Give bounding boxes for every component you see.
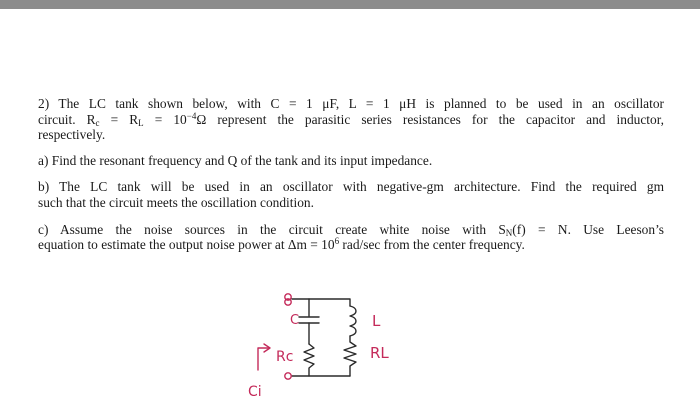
top-bar [0,0,700,9]
label-l: L [372,312,381,330]
part-b [38,179,664,210]
intro-line-3: respectively. [38,127,106,143]
rc-resistor-symbol [304,344,314,376]
part-c [38,222,664,253]
inductor-symbol [350,306,356,336]
part-c-line-2: equation to estimate the output noise power at $\Delta m = 10^6$ rad/sec from the center frequency. [38,236,525,253]
intro-line-1: 2) The LC tank shown below, with C = 1 μF, L = 1 μH is planned to be used in an oscillator [38,96,664,111]
part-b-line-2: such that the circuit meets the oscillation condition. [38,194,314,210]
intro-line-2: circuit. $R_c = R_L = 10^{-4}\Omega$ represent the parasitic series resistances for the capacitor and inductor, [38,110,664,128]
input-current-arrow [258,344,270,370]
problem-intro [38,96,664,143]
part-a [38,153,664,169]
top-wire [285,294,350,306]
part-b-line-1: b) The LC tank will be used in an oscillator with negative-gm architecture. Find the required gm [38,179,664,195]
problem-text [38,96,664,253]
bottom-wire [285,373,350,379]
label-ci: Ci [248,384,262,400]
part-a-text: a) Find the resonant frequency and Q of the tank and its input impedance. [38,152,433,168]
label-rc: Rc [276,349,294,365]
part-c-line-1: c) Assume the noise sources in the circuit create white noise with $S_N(f) = N$. Use Leeson’s [38,221,665,238]
label-c: C [290,313,300,328]
rl-resistor-symbol [344,336,356,376]
lc-tank-sketch [246,286,436,404]
label-rl: RL [370,344,389,362]
capacitor-symbol [299,299,319,344]
